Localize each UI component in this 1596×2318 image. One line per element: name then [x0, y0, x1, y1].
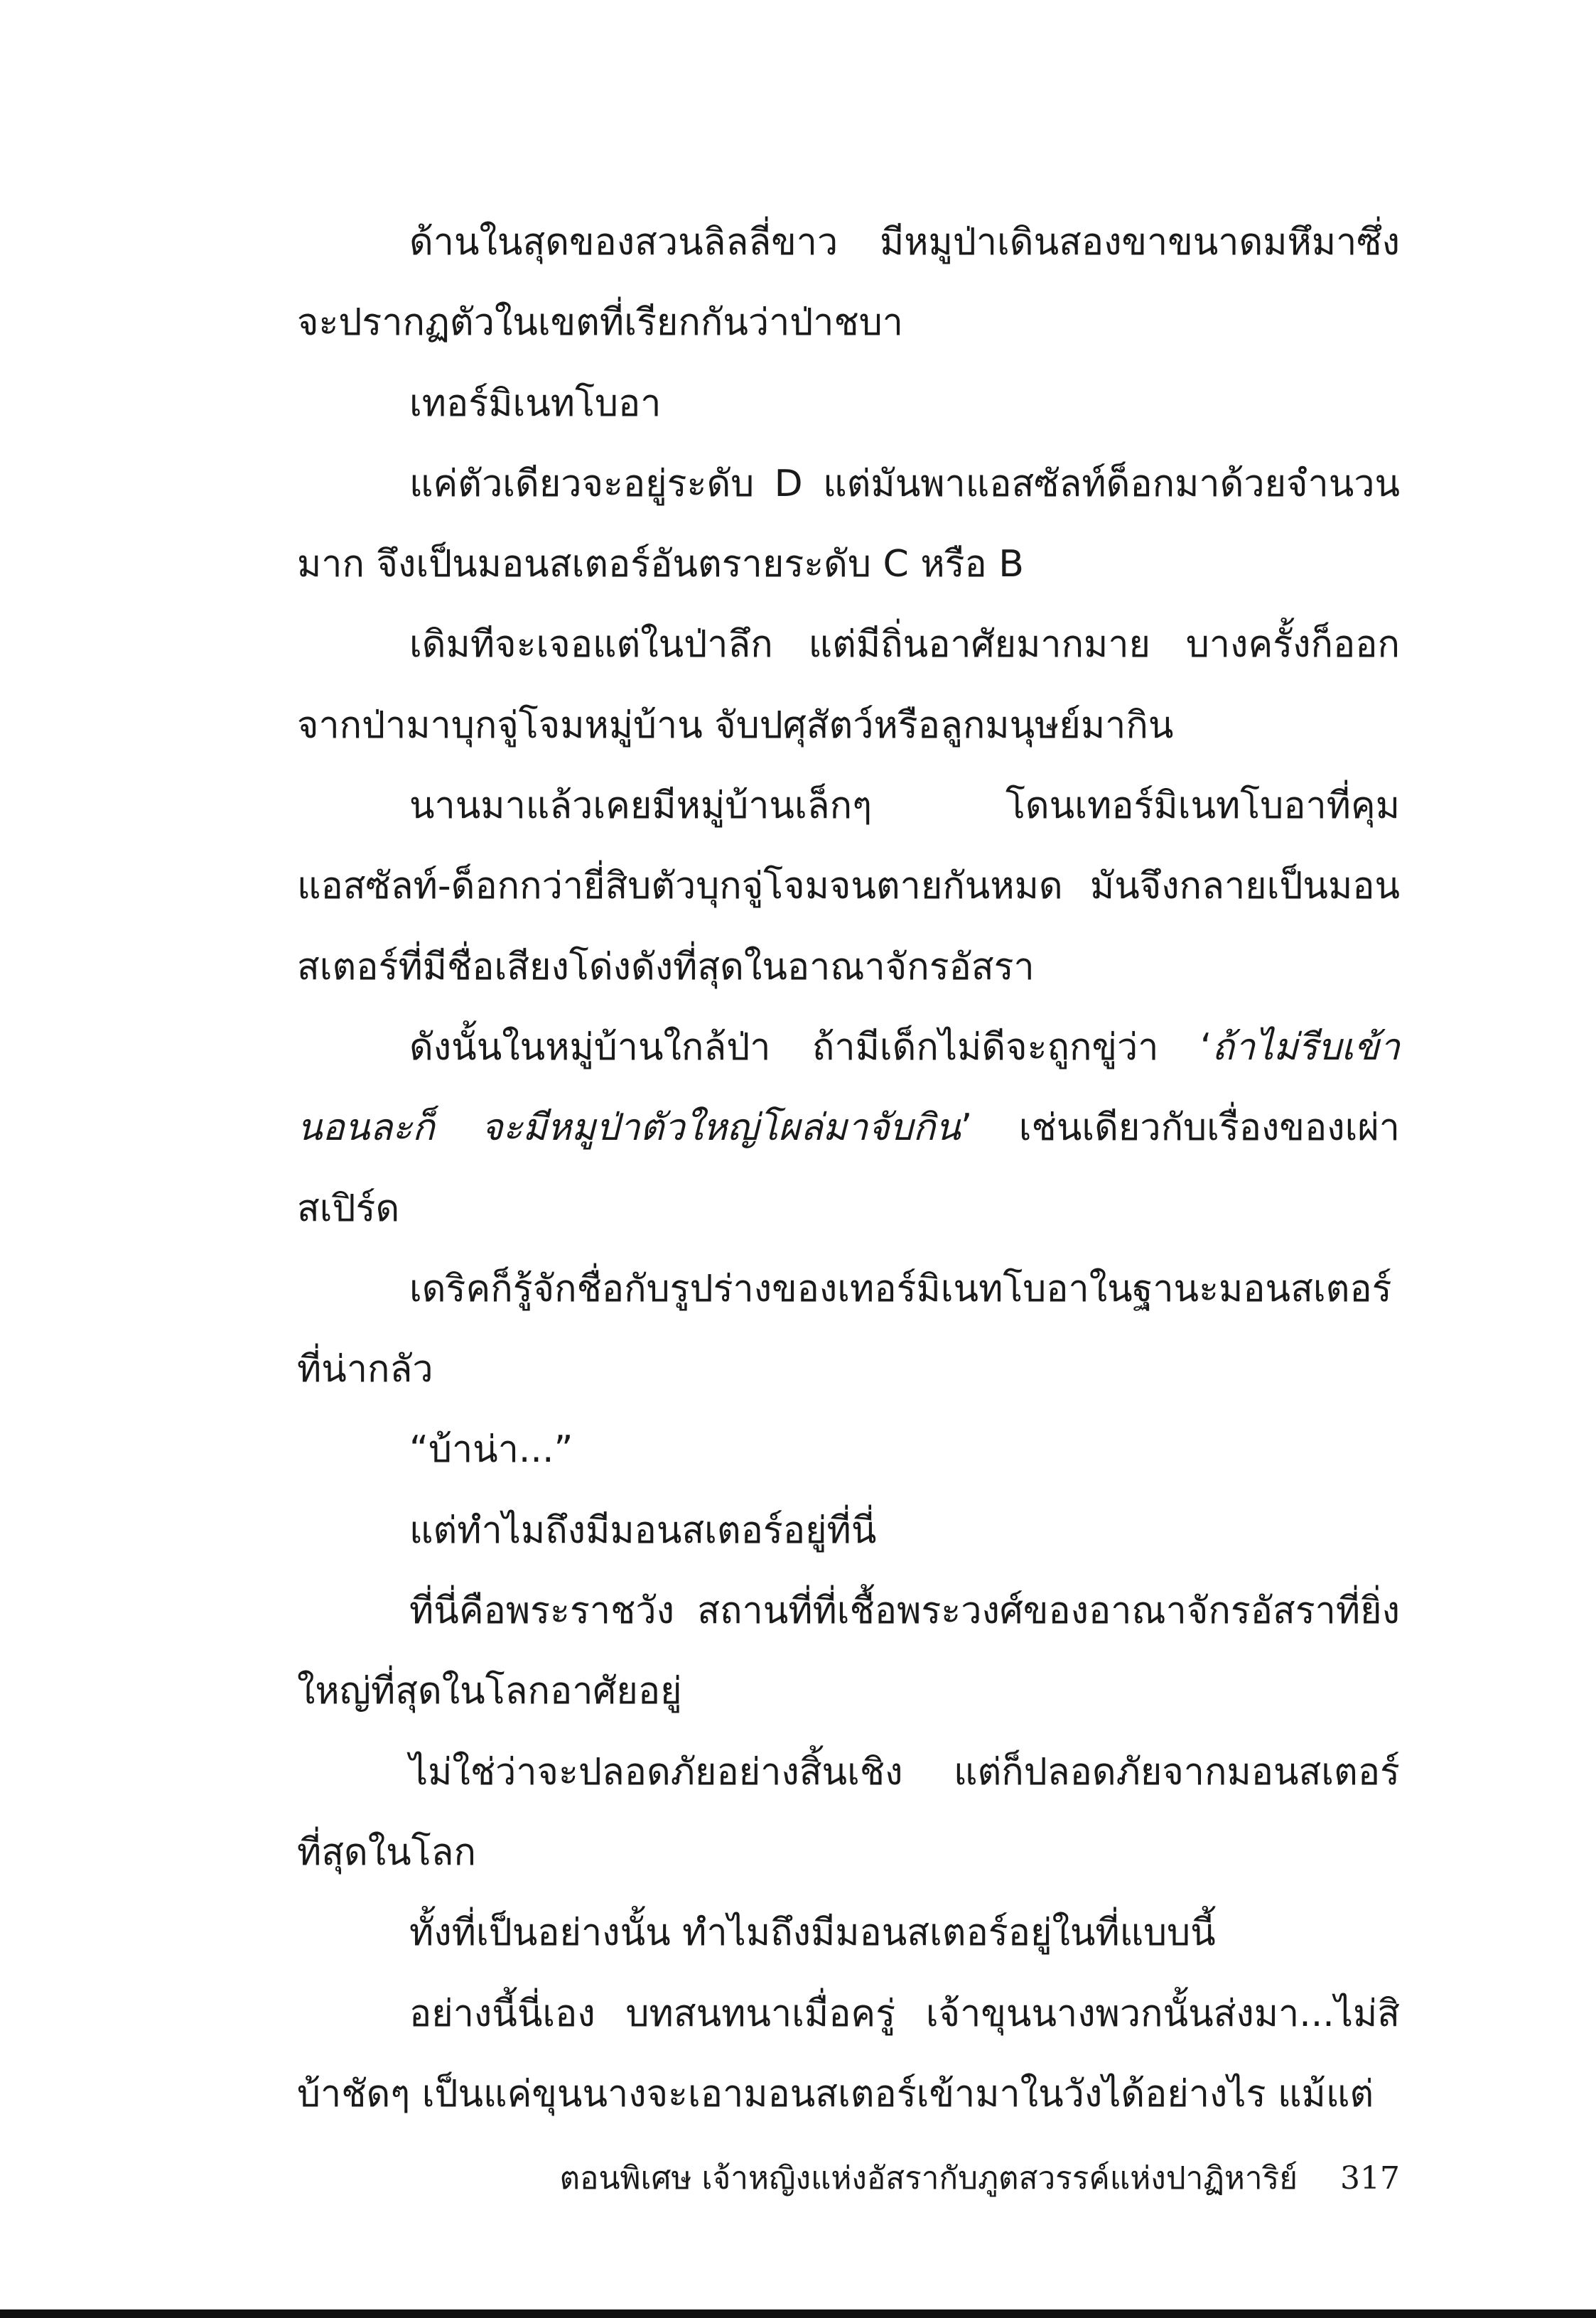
paragraph-6	[297, 1008, 1400, 1249]
page-footer	[559, 2153, 1400, 2203]
page-number: 317	[1340, 2160, 1400, 2196]
paragraph-13: อย่างนี้นี่เอง บทสนทนาเมื่อครู่ เจ้าขุนนางพวกนั้นส่งมา...ไม่สิ บ้าชัดๆ เป็นแค่ขุนนางจะเอามอนสเตอร์เข้ามาในวังได้อย่างไร แม้แต่	[297, 1992, 1400, 2115]
paragraph-3: แค่ตัวเดียวจะอยู่ระดับ D แต่มันพาแอสซัลท์ด็อกมาด้วยจำนวนมาก จึงเป็นมอนสเตอร์อันตรายระดับ C หรือ B	[297, 462, 1400, 586]
paragraph-1: ด้านในสุดของสวนลิลลี่ขาว มีหมูป่าเดินสองขาขนาดมหึมาซึ่งจะปรากฏตัวในเขตที่เรียกกันว่าป่าชบา	[297, 221, 1400, 345]
paragraph-2: เทอร์มิเนทโบอา	[409, 382, 662, 425]
paragraph-10: ที่นี่คือพระราชวัง สถานที่ที่เชื้อพระวงศ์ของอาณาจักรอัสราที่ยิ่งใหญ่ที่สุดในโลกอาศัยอยู่	[297, 1590, 1400, 1713]
paragraph-5: นานมาแล้วเคยมีหมู่บ้านเล็กๆ โดนเทอร์มิเนทโบอาที่คุมแอสซัลท์-ด็อกกว่ายี่สิบตัวบุกจู่โจมจนตายกันหมด มันจึงกลายเป็นมอนสเตอร์ที่มีชื่อเสียงโด่งดังที่สุดในอาณาจักรอัสรา	[297, 785, 1400, 988]
paragraph-6-tail: ’ เช่นเดียวกับเรื่องของเผ่าสเปิร์ด	[297, 1106, 1401, 1230]
paragraph-7: เดริคก็รู้จักชื่อกับรูปร่างของเทอร์มิเนทโบอาในฐานะมอนสเตอร์ที่น่ากลัว	[297, 1267, 1392, 1391]
paragraph-4: เดิมทีจะเจอแต่ในป่าลึก แต่มีถิ่นอาศัยมากมาย บางครั้งก็ออกจากป่ามาบุกจู่โจมหมู่บ้าน จับปศุสัตว์หรือลูกมนุษย์มากิน	[297, 623, 1400, 747]
bottom-edge-bar	[0, 2309, 1596, 2318]
paragraph-9: แต่ทำไมถึงมีมอนสเตอร์อยู่ที่นี่	[409, 1509, 877, 1552]
running-title: ตอนพิเศษ เจ้าหญิงแห่งอัสรากับภูตสวรรค์แห่งปาฏิหาริย์	[559, 2160, 1298, 2196]
paragraph-6-italic-quote: ถ้าไม่รีบเข้านอนละก็ จะมีหมูป่าตัวใหญ่โผล่มาจับกิน	[297, 1025, 1400, 1150]
paragraph-12: ทั้งที่เป็นอย่างนั้น ทำไมถึงมีมอนสเตอร์อยู่ในที่แบบนี้	[409, 1912, 1216, 1955]
paragraph-8: “บ้าน่า...”	[409, 1428, 573, 1472]
paragraph-11: ไม่ใช่ว่าจะปลอดภัยอย่างสิ้นเชิง แต่ก็ปลอดภัยจากมอนสเตอร์ที่สุดในโลก	[297, 1750, 1400, 1874]
paragraph-6-lead: ดังนั้นในหมู่บ้านใกล้ป่า ถ้ามีเด็กไม่ดีจะถูกขู่ว่า ‘	[409, 1025, 1212, 1069]
body-text	[297, 203, 1400, 2135]
